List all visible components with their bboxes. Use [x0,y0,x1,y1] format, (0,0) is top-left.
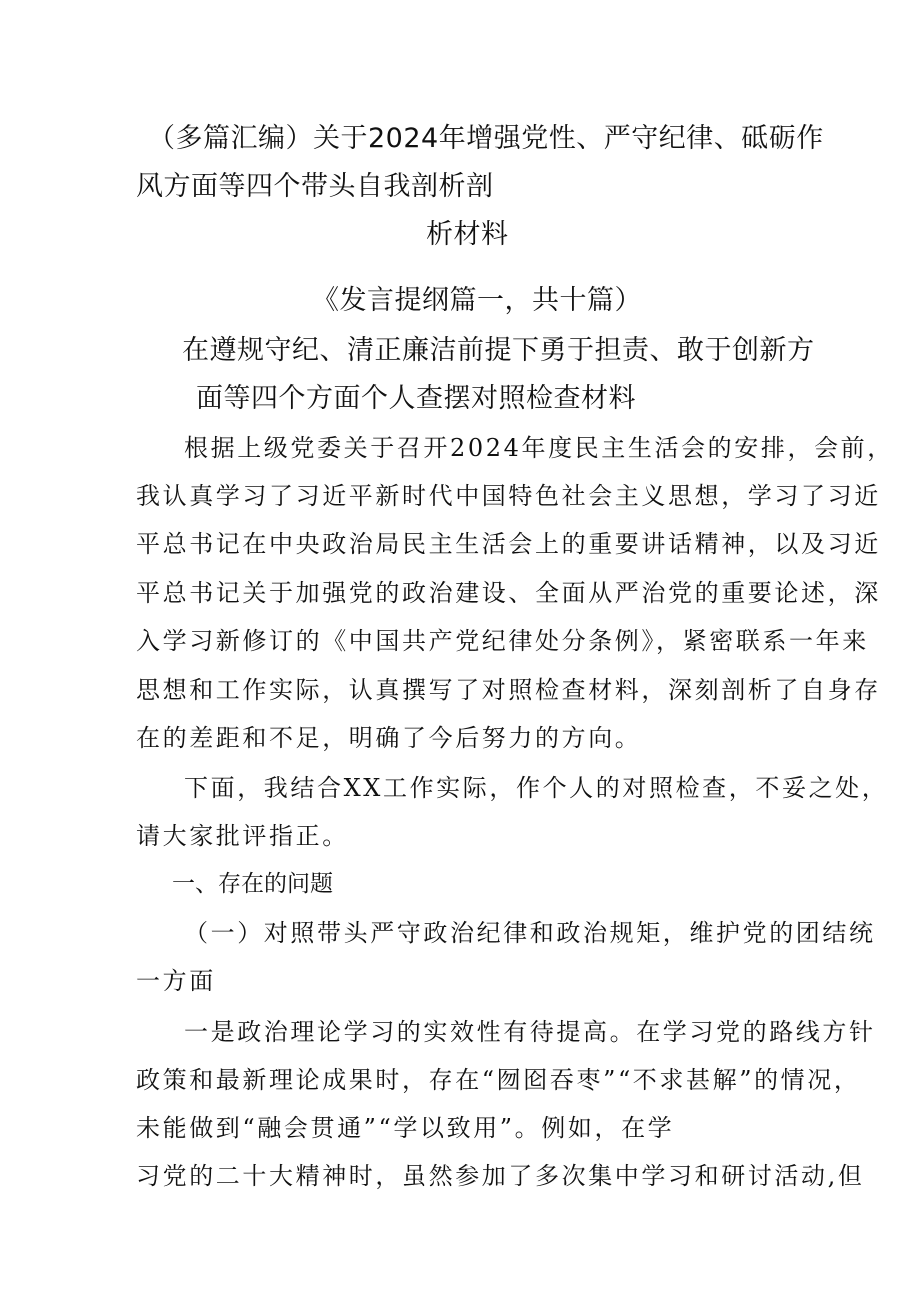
paragraph-2-line-1: 下面，我结合XX工作实际，作个人的对照检查，不妥之处， [184,774,889,802]
paragraph-1-line-2: 我认真学习了习近平新时代中国特色社会主义思想，学习了习近 [136,482,881,510]
paragraph-1-line-5: 入学习新修订的《中国共产党纪律处分条例》，紧密联系一年来 [136,627,869,655]
paragraph-1-line-4: 平总书记关于加强党的政治建设、全面从严治党的重要论述，深 [136,579,881,607]
document-title-line-2: 风方面等四个带头自我剖析剖 [136,171,494,202]
paragraph-1-line-6: 思想和工作实际，认真撰写了对照检查材料，深刻剖析了自身存 [136,676,881,704]
paragraph-1-line-1: 根据上级党委关于召开2024年度民主生活会的安排，会前， [184,434,894,462]
heading-existing-problems: 一、存在的问题 [172,871,333,897]
section-title-line-2: 面等四个方面个人查摆对照检查材料 [196,383,636,414]
paragraph-1-line-3: 平总书记在中央政治局民主生活会上的重要讲话精神，以及习近 [136,530,881,558]
paragraph-3-line-4: 习党的二十大精神时，虽然参加了多次集中学习和研讨活动,但 [136,1162,865,1190]
document-title-line-1: （多篇汇编）关于2024年增强党性、严守纪律、砥砺作 [148,123,824,154]
document-subtitle: 《发言提纲篇一，共十篇） [312,285,642,316]
document-title-line-3: 析材料 [426,219,509,250]
subheading-line-2: 一方面 [136,967,216,995]
subheading-line-1: （一）对照带头严守政治纪律和政治规矩，维护党的团结统 [184,919,876,947]
paragraph-2-line-2: 请大家批评指正。 [136,822,349,850]
paragraph-3-line-1: 一是政治理论学习的实效性有待提高。在学习党的路线方针 [184,1018,876,1046]
paragraph-3-line-2: 政策和最新理论成果时，存在“囫囵吞枣”“不求甚解”的情况， [136,1066,861,1094]
paragraph-3-line-3: 未能做到“融会贯通”“学以致用”。例如，在学 [136,1114,675,1142]
section-title-line-1: 在遵规守纪、清正廉洁前提下勇于担责、敢于创新方 [182,335,815,366]
paragraph-1-line-7: 在的差距和不足，明确了今后努力的方向。 [136,724,642,752]
